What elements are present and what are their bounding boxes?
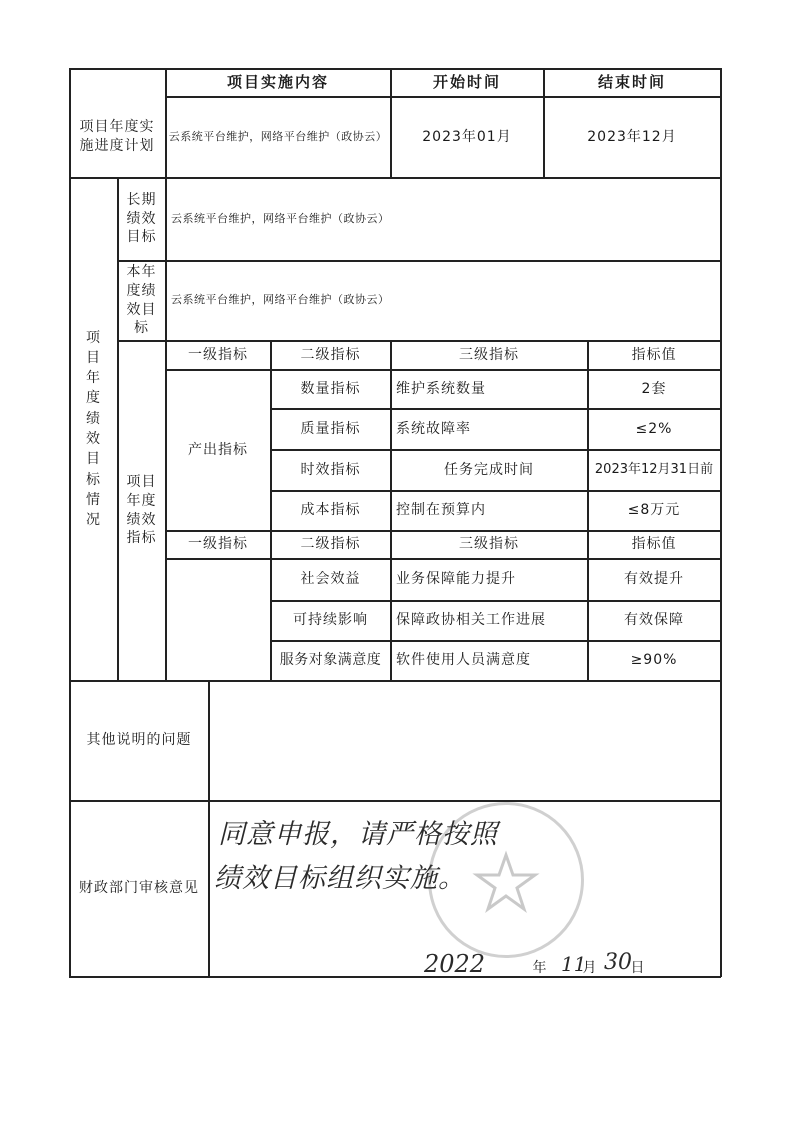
date-day-suffix: 日 <box>630 959 646 976</box>
output-l3: 维护系统数量 <box>396 380 486 397</box>
col-l2-header: 二级指标 <box>300 536 361 553</box>
output-l3: 系统故障率 <box>396 420 471 437</box>
effect-l2: 服务对象满意度 <box>279 652 382 669</box>
col-l3-header: 三级指标 <box>459 536 519 553</box>
finance-label: 财政部门审核意见 <box>79 880 199 897</box>
date-month-suffix: 月 <box>582 959 598 976</box>
col-l1-header: 一级指标 <box>188 346 248 363</box>
output-l2: 时效指标 <box>300 461 361 478</box>
annual-label: 本年度绩效目标 <box>126 263 157 337</box>
output-value: 2套 <box>641 380 667 397</box>
indicator-label: 项目年度绩效指标 <box>126 473 157 547</box>
effect-value: ≥90% <box>630 652 678 669</box>
output-l3: 控制在预算内 <box>396 502 486 519</box>
output-group-label: 产出指标 <box>188 441 248 458</box>
effect-value: 有效提升 <box>624 571 684 588</box>
output-l2: 数量指标 <box>300 380 361 397</box>
schedule-start: 2023年01月 <box>422 128 512 145</box>
output-l2: 质量指标 <box>300 420 361 437</box>
goals-section-label: 项目年度绩效目标情况 <box>86 329 101 529</box>
date-day: 30 <box>604 950 632 975</box>
schedule-content: 云系统平台维护，网络平台维护（政协云） <box>168 129 388 143</box>
schedule-row-label: 项目年度实施进度计划 <box>79 119 155 154</box>
output-l2: 成本指标 <box>300 502 361 519</box>
col-l2-header: 二级指标 <box>300 346 361 363</box>
long-term-label: 长期绩效目标 <box>126 191 157 246</box>
output-value: ≤2% <box>635 420 673 437</box>
finance-opinion-line1: 同意申报，请严格按照 <box>218 819 498 850</box>
other-label: 其他说明的问题 <box>86 732 192 749</box>
date-year-suffix: 年 <box>532 959 548 976</box>
effect-l3: 业务保障能力提升 <box>396 571 516 588</box>
header-end: 结束时间 <box>597 73 666 92</box>
header-start: 开始时间 <box>432 73 501 92</box>
long-term-text: 云系统平台维护，网络平台维护（政协云） <box>171 211 390 225</box>
header-content: 项目实施内容 <box>226 73 329 92</box>
col-value-header: 指标值 <box>631 536 677 553</box>
effect-l2: 社会效益 <box>300 571 361 588</box>
effect-l3: 保障政协相关工作进展 <box>396 612 546 629</box>
finance-opinion-line2: 绩效目标组织实施。 <box>214 863 466 894</box>
col-l3-header: 三级指标 <box>459 346 519 363</box>
effect-l2: 可持续影响 <box>293 612 368 629</box>
date-year: 2022 <box>424 950 486 978</box>
effect-l3: 软件使用人员满意度 <box>396 652 531 669</box>
other-text <box>210 682 722 799</box>
output-l3: 任务完成时间 <box>444 461 534 478</box>
output-value: 2023年12月31日前 <box>594 462 714 478</box>
annual-text: 云系统平台维护，网络平台维护（政协云） <box>171 293 390 307</box>
date-month: 11 <box>561 952 587 976</box>
schedule-end: 2023年12月 <box>587 128 677 145</box>
effect-value: 有效保障 <box>624 612 684 629</box>
col-l1-header: 一级指标 <box>188 536 248 553</box>
output-value: ≤8万元 <box>627 502 681 519</box>
col-value-header: 指标值 <box>631 346 677 363</box>
